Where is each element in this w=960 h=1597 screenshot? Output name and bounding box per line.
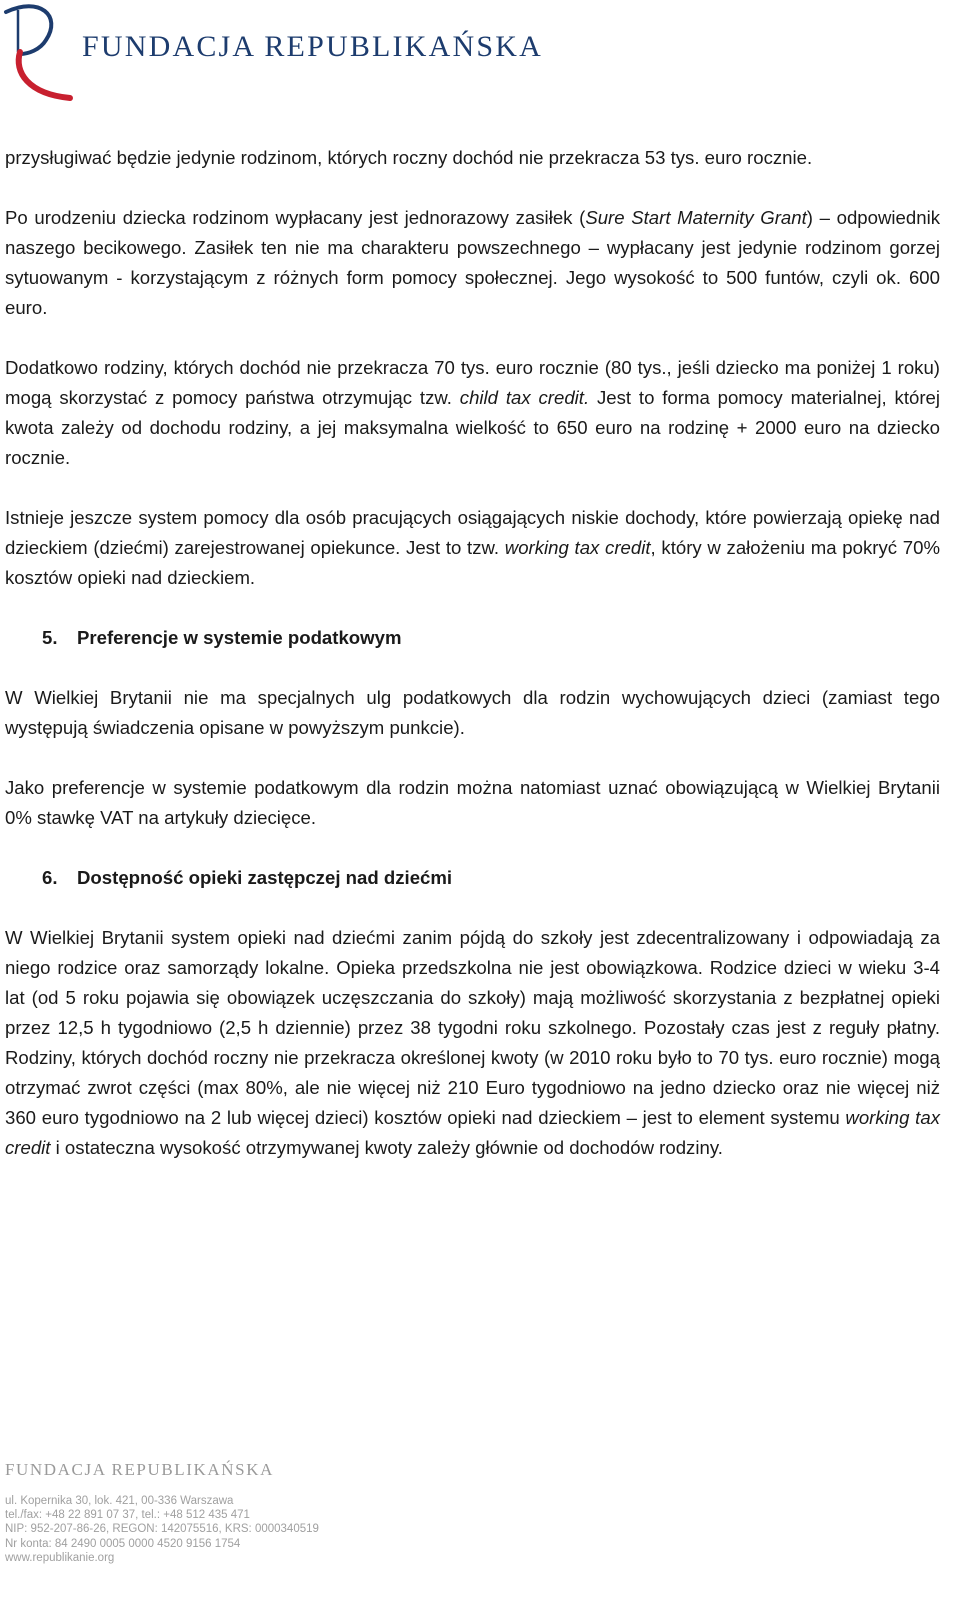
text-run: , który w założeniu ma pokryć 70% kosztów opieki nad dzieckiem. [5,537,940,588]
paragraph-maternity-grant [5,203,940,323]
paragraph-childcare-system [5,923,940,1163]
footer-org-name: FUNDACJA REPUBLIKAŃSKA [5,1460,274,1479]
text-run: Jest to forma pomocy materialnej, której kwota zależy od dochodu rodziny, a jej maksymalna wielkość to 650 euro na rodzinę + 2000 euro na dziecko rocznie. [5,387,940,468]
paragraph-income-limit [5,143,940,173]
section-heading-childcare [5,863,940,893]
text-run: Po urodzeniu dziecka rodzinom wypłacany jest jednorazowy zasiłek ( [5,207,586,228]
text-run: przysługiwać będzie jedynie rodzinom, których roczny dochód nie przekracza 53 tys. euro rocznie. [5,147,813,168]
italic-term: Sure Start Maternity Grant [585,207,807,228]
text-run: Istnieje jeszcze system pomocy dla osób pracujących osiągających niskie dochody, które powierzają opiekę nad dzieckiem (dziećmi) zarejestrowanej opiekunce. Jest to tzw. [5,507,940,558]
italic-term: working tax credit [5,1107,940,1158]
section-heading-tax-preferences [5,623,940,653]
org-name: FUNDACJA REPUBLIKAŃSKA [82,30,543,63]
footer-address: ul. Kopernika 30, lok. 421, 00-336 Warszawa [5,1495,234,1507]
page-header [0,0,960,110]
republikanska-logo-icon [0,2,80,102]
footer-account: Nr konta: 84 2490 0005 0000 4520 9156 1754 [5,1537,241,1550]
paragraph-no-tax-relief [5,683,940,743]
text-run: ) – odpowiednik naszego becikowego. Zasiłek ten nie ma charakteru powszechnego – wypłacany jest jedynie rodzinom gorzej sytuowanym - korzystającym z różnych form pomocy społecznej. Jego wysokość to 500 funtów, czyli ok. 600 euro. [5,207,940,318]
footer-ids: NIP: 952-207-86-26, REGON: 142075516, KRS: 0000340519 [5,1523,319,1536]
paragraph-working-tax-credit [5,503,940,593]
paragraph-vat [5,773,940,833]
italic-term: working tax credit [504,537,651,558]
paragraph-child-tax-credit [5,353,940,473]
text-run: Jako preferencje w systemie podatkowym dla rodzin można natomiast uznać obowiązującą w Wielkiej Brytanii 0% stawkę VAT na artykuły dziecięce. [5,777,940,828]
section-title: Dostępność opieki zastępczej nad dziećmi [77,867,453,888]
document-body [5,143,940,1193]
footer-website[interactable]: www.republikanie.org [5,1551,115,1564]
italic-term: child tax credit. [459,387,590,408]
text-run: W Wielkiej Brytanii system opieki nad dziećmi zanim pójdą do szkoły jest zdecentralizowany i odpowiadają za niego rodzice oraz samorządy lokalne. Opieka przedszkolna nie jest obowiązkowa. Rodzice dzieci w wieku 3-4 lat (od 5 roku pojawia się obowiązek uczęszczania do szkoły) mają możliwość skorzystania z bezpłatnej opieki przez 12,5 h tygodniowo (2,5 h dziennie) przez 38 tygodni roku szkolnego. Pozostały czas jest z reguły płatny. Rodziny, których dochód roczny nie przekracza określonej kwoty (w 2010 roku było to 70 tys. euro rocznie) mogą otrzymać zwrot części (max 80%, ale nie więcej niż 210 Euro tygodniowo na jedno dziecko oraz nie więcej niż 360 euro tygodniowo na 2 lub więcej dzieci) kosztów opieki nad dzieckiem – jest to element systemu [5,927,940,1128]
page-footer [5,1460,605,1565]
text-run: W Wielkiej Brytanii nie ma specjalnych ulg podatkowych dla rodzin wychowujących dzieci (zamiast tego występują świadczenia opisane w powyższym punkcie). [5,687,940,738]
section-number: 6. [42,867,58,888]
text-run: Dodatkowo rodziny, których dochód nie przekracza 70 tys. euro rocznie (80 tys., jeśli dziecko ma poniżej 1 roku) mogą skorzystać z pomocy państwa otrzymując tzw. [5,357,940,408]
footer-phone: tel./fax: +48 22 891 07 37, tel.: +48 512 435 471 [5,1509,250,1522]
section-number: 5. [42,627,58,648]
text-run: i ostateczna wysokość otrzymywanej kwoty zależy głównie od dochodów rodziny. [50,1137,723,1158]
section-title: Preferencje w systemie podatkowym [77,627,402,648]
